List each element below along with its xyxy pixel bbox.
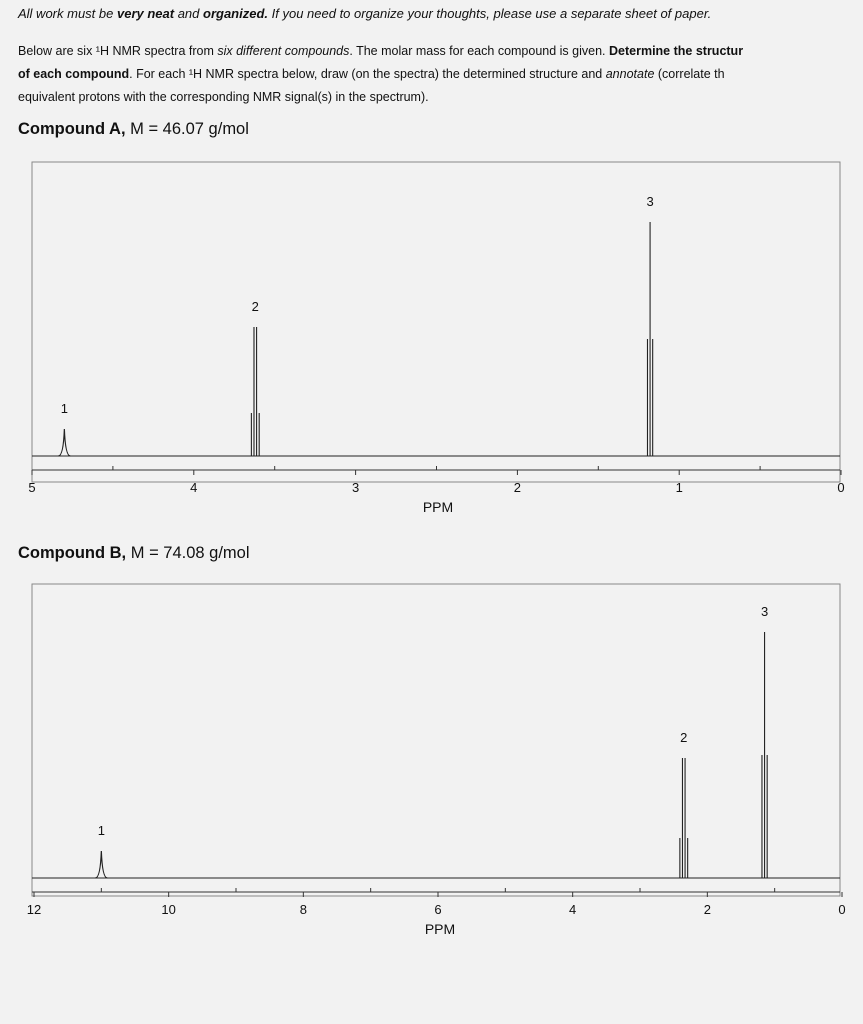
spectrum-b-peak <box>680 730 688 878</box>
spectrum-a-peak <box>251 299 259 456</box>
instr-bold: very neat <box>116 6 175 21</box>
instr-bold: organized. <box>203 6 269 21</box>
compound-a-mass: M = 46.07 g/mol <box>125 120 249 138</box>
spectrum-a-tick-label: 3 <box>351 480 360 495</box>
spectrum-b-tick-label: 12 <box>26 902 42 917</box>
spectrum-b-peak <box>95 823 107 878</box>
instr-bold: of each compound <box>18 67 130 81</box>
spectrum-a-peak-line <box>58 429 70 456</box>
compound-a-title <box>18 120 249 139</box>
spectrum-a-tick-label: 1 <box>675 480 683 495</box>
spectrum-b-integration-label: 1 <box>97 823 105 838</box>
compound-b-mass: M = 74.08 g/mol <box>126 544 250 562</box>
instr-text: If you need to organize your thoughts, please use a separate sheet of paper. <box>268 6 712 21</box>
instr-italic: six different compounds <box>217 44 350 58</box>
spectrum-a-tick-label: 2 <box>513 480 522 495</box>
instructions-body <box>18 40 863 109</box>
instr-line-2 <box>18 40 863 63</box>
spectrum-a-tick-label: 4 <box>190 480 198 495</box>
spectrum-a-tick-label: 5 <box>28 480 36 495</box>
instr-text: . For each ¹H NMR spectra below, draw (on the spectra) the determined structure and <box>129 67 606 81</box>
instr-italic: annotate <box>605 67 655 81</box>
spectrum-a-frame <box>32 162 840 482</box>
spectrum-b-peak <box>761 604 768 878</box>
spectrum-b <box>0 566 863 966</box>
spectrum-b-frame <box>32 584 840 896</box>
instr-text: Below are six ¹H NMR spectra from <box>18 44 218 58</box>
spectrum-b-peak-line <box>95 851 107 878</box>
spectrum-a-integration-label: 2 <box>251 299 259 314</box>
spectrum-a-axis-label: PPM <box>422 499 454 515</box>
spectrum-a <box>0 140 863 540</box>
spectrum-b-tick-label: 0 <box>838 902 846 917</box>
instructions-heading <box>18 6 711 21</box>
spectrum-b-tick-label: 10 <box>161 902 176 917</box>
spectrum-b-tick-label: 6 <box>434 902 442 917</box>
spectrum-b-tick-label: 4 <box>569 902 577 917</box>
compound-b-name: Compound B, <box>18 544 127 562</box>
spectrum-a-integration-label: 1 <box>60 401 68 416</box>
spectrum-b-tick-label: 8 <box>299 902 307 917</box>
instr-bold: Determine the structur <box>609 44 744 58</box>
instr-text: and <box>174 6 203 21</box>
instr-line-4: equivalent protons with the corresponding NMR signal(s) in the spectrum). <box>18 90 429 104</box>
spectrum-b-axis-label: PPM <box>424 921 456 937</box>
spectrum-a-peak <box>58 401 70 456</box>
spectrum-b-integration-label: 3 <box>760 604 769 619</box>
instr-text: All work must be <box>18 6 117 21</box>
instr-text: . The molar mass for each compound is given. <box>349 44 609 58</box>
compound-b-title <box>18 544 250 563</box>
spectrum-b-tick-label: 2 <box>703 902 711 917</box>
instr-text: (correlate th <box>654 67 725 81</box>
instr-line-3 <box>18 63 863 86</box>
spectrum-a-tick-label: 0 <box>837 480 845 495</box>
spectrum-a-peak <box>646 194 653 456</box>
spectrum-a-integration-label: 3 <box>646 194 654 209</box>
compound-a-name: Compound A, <box>18 120 126 138</box>
spectrum-b-integration-label: 2 <box>680 730 688 745</box>
